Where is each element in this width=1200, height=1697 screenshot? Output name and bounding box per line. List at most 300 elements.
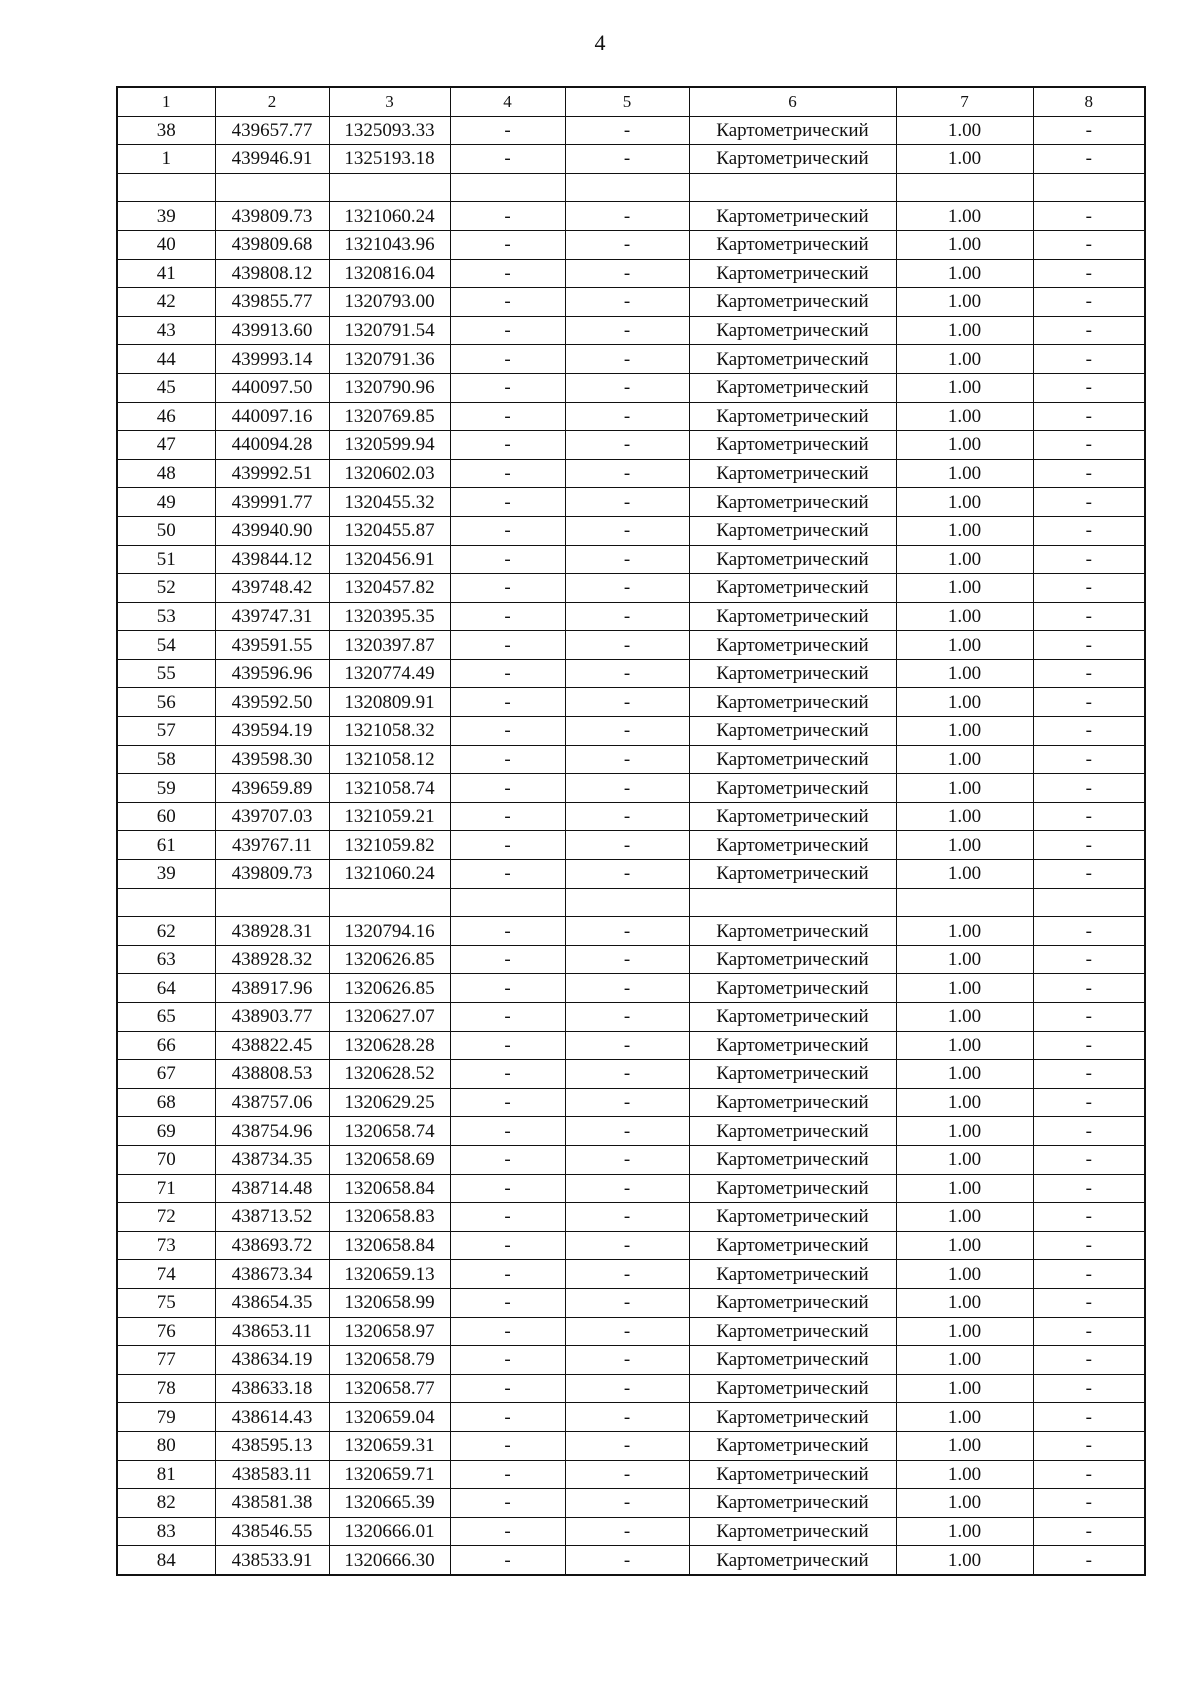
table-cell-col5: - bbox=[565, 488, 689, 517]
table-cell-col8: - bbox=[1033, 688, 1145, 717]
table-cell-col7: 1.00 bbox=[896, 1231, 1033, 1260]
table-cell-col3: 1320658.74 bbox=[329, 1117, 450, 1146]
table-cell-col7: 1.00 bbox=[896, 602, 1033, 631]
table-cell-col3: 1320658.79 bbox=[329, 1346, 450, 1375]
table-cell-col6: Картометрический bbox=[689, 316, 896, 345]
table-cell-col3: 1320659.13 bbox=[329, 1260, 450, 1289]
table-row bbox=[117, 1346, 1145, 1375]
table-row bbox=[117, 1317, 1145, 1346]
table-cell-col8: - bbox=[1033, 259, 1145, 288]
table-cell-col5: - bbox=[565, 431, 689, 460]
table-cell-col5: - bbox=[565, 1489, 689, 1518]
table-row bbox=[117, 316, 1145, 345]
table-cell-col5: - bbox=[565, 774, 689, 803]
table-row bbox=[117, 459, 1145, 488]
table-cell-col1: 42 bbox=[117, 288, 215, 317]
table-cell-col6: Картометрический bbox=[689, 202, 896, 231]
table-cell-col2: 438808.53 bbox=[215, 1060, 329, 1089]
column-header-2: 2 bbox=[215, 87, 329, 116]
table-cell-col3: 1320658.97 bbox=[329, 1317, 450, 1346]
table-row bbox=[117, 1403, 1145, 1432]
table-cell-col2: 438734.35 bbox=[215, 1145, 329, 1174]
table-cell-col5: - bbox=[565, 116, 689, 145]
table-cell-col7: 1.00 bbox=[896, 288, 1033, 317]
table-cell-col5: - bbox=[565, 802, 689, 831]
table-cell-col2: 439591.55 bbox=[215, 631, 329, 660]
table-cell-col8: - bbox=[1033, 202, 1145, 231]
table-row bbox=[117, 1288, 1145, 1317]
table-cell-col3: 1320628.52 bbox=[329, 1060, 450, 1089]
table-cell-col5: - bbox=[565, 574, 689, 603]
table-cell-col4 bbox=[450, 888, 565, 917]
table-row bbox=[117, 1231, 1145, 1260]
table-cell-col1: 84 bbox=[117, 1546, 215, 1575]
table-row bbox=[117, 1431, 1145, 1460]
table-cell-col3: 1320791.54 bbox=[329, 316, 450, 345]
table-cell-col6: Картометрический bbox=[689, 1203, 896, 1232]
table-cell-col8: - bbox=[1033, 1489, 1145, 1518]
table-cell-col6: Картометрический bbox=[689, 1031, 896, 1060]
table-cell-col8: - bbox=[1033, 459, 1145, 488]
table-cell-col8: - bbox=[1033, 945, 1145, 974]
table-cell-col2: 438546.55 bbox=[215, 1517, 329, 1546]
table-cell-col7: 1.00 bbox=[896, 516, 1033, 545]
table-cell-col2: 438928.31 bbox=[215, 917, 329, 946]
table-cell-col1: 56 bbox=[117, 688, 215, 717]
table-row bbox=[117, 1460, 1145, 1489]
table-cell-col4: - bbox=[450, 373, 565, 402]
table-cell-col8: - bbox=[1033, 574, 1145, 603]
table-cell-col1: 71 bbox=[117, 1174, 215, 1203]
table-cell-col3: 1321059.82 bbox=[329, 831, 450, 860]
table-cell-col7: 1.00 bbox=[896, 974, 1033, 1003]
table-row bbox=[117, 259, 1145, 288]
table-cell-col1: 40 bbox=[117, 230, 215, 259]
table-cell-col6: Картометрический bbox=[689, 230, 896, 259]
table-cell-col5 bbox=[565, 888, 689, 917]
table-cell-col8: - bbox=[1033, 917, 1145, 946]
table-cell-col8: - bbox=[1033, 745, 1145, 774]
table-cell-col8: - bbox=[1033, 516, 1145, 545]
table-cell-col3: 1325193.18 bbox=[329, 145, 450, 174]
table-row bbox=[117, 516, 1145, 545]
table-cell-col6: Картометрический bbox=[689, 459, 896, 488]
table-cell-col3: 1321060.24 bbox=[329, 860, 450, 889]
table-row bbox=[117, 945, 1145, 974]
column-header-6: 6 bbox=[689, 87, 896, 116]
table-cell-col1: 39 bbox=[117, 202, 215, 231]
table-row bbox=[117, 1517, 1145, 1546]
table-cell-col3: 1320793.00 bbox=[329, 288, 450, 317]
table-cell-col3: 1320629.25 bbox=[329, 1088, 450, 1117]
table-cell-col5: - bbox=[565, 516, 689, 545]
table-cell-col1: 67 bbox=[117, 1060, 215, 1089]
table-cell-col3: 1320774.49 bbox=[329, 659, 450, 688]
table-cell-col5: - bbox=[565, 1374, 689, 1403]
table-cell-col5: - bbox=[565, 1288, 689, 1317]
table-cell-col3: 1320790.96 bbox=[329, 373, 450, 402]
table-cell-col3: 1320626.85 bbox=[329, 974, 450, 1003]
table-cell-col3: 1320659.31 bbox=[329, 1431, 450, 1460]
table-cell-col6: Картометрический bbox=[689, 802, 896, 831]
table-cell-col4: - bbox=[450, 659, 565, 688]
table-cell-col6: Картометрический bbox=[689, 688, 896, 717]
table-cell-col7: 1.00 bbox=[896, 659, 1033, 688]
table-cell-col4: - bbox=[450, 1117, 565, 1146]
page-number: 4 bbox=[594, 30, 606, 55]
table-row bbox=[117, 1203, 1145, 1232]
table-cell-col4: - bbox=[450, 688, 565, 717]
table-cell-col5: - bbox=[565, 316, 689, 345]
table-cell-col4: - bbox=[450, 431, 565, 460]
table-cell-col2 bbox=[215, 173, 329, 202]
table-cell-col7: 1.00 bbox=[896, 774, 1033, 803]
table-cell-col1: 43 bbox=[117, 316, 215, 345]
table-cell-col3: 1320658.84 bbox=[329, 1231, 450, 1260]
table-cell-col8: - bbox=[1033, 1088, 1145, 1117]
table-cell-col5: - bbox=[565, 459, 689, 488]
table-cell-col7: 1.00 bbox=[896, 1145, 1033, 1174]
table-cell-col4: - bbox=[450, 1403, 565, 1432]
table-cell-col3: 1320659.71 bbox=[329, 1460, 450, 1489]
table-cell-col8: - bbox=[1033, 860, 1145, 889]
table-cell-col2: 439707.03 bbox=[215, 802, 329, 831]
table-row bbox=[117, 1174, 1145, 1203]
table-cell-col5: - bbox=[565, 1003, 689, 1032]
table-cell-col4: - bbox=[450, 345, 565, 374]
table-cell-col5: - bbox=[565, 1174, 689, 1203]
table-cell-col5: - bbox=[565, 1260, 689, 1289]
table-row bbox=[117, 1145, 1145, 1174]
table-cell-col3: 1320659.04 bbox=[329, 1403, 450, 1432]
table-cell-col8: - bbox=[1033, 1231, 1145, 1260]
table-cell-col5: - bbox=[565, 1317, 689, 1346]
table-cell-col7: 1.00 bbox=[896, 574, 1033, 603]
table-row bbox=[117, 602, 1145, 631]
coordinates-table bbox=[116, 86, 1146, 1576]
table-row bbox=[117, 917, 1145, 946]
table-cell-col2: 438928.32 bbox=[215, 945, 329, 974]
table-cell-col8: - bbox=[1033, 488, 1145, 517]
table-cell-col1: 52 bbox=[117, 574, 215, 603]
table-cell-col2: 439993.14 bbox=[215, 345, 329, 374]
column-header-5: 5 bbox=[565, 87, 689, 116]
table-cell-col2: 438583.11 bbox=[215, 1460, 329, 1489]
table-row bbox=[117, 688, 1145, 717]
table-cell-col1: 51 bbox=[117, 545, 215, 574]
table-row bbox=[117, 230, 1145, 259]
table-cell-col4: - bbox=[450, 1174, 565, 1203]
table-cell-col1: 80 bbox=[117, 1431, 215, 1460]
table-cell-col1: 39 bbox=[117, 860, 215, 889]
column-header-7: 7 bbox=[896, 87, 1033, 116]
table-cell-col8: - bbox=[1033, 288, 1145, 317]
table-cell-col8: - bbox=[1033, 1460, 1145, 1489]
table-cell-col4: - bbox=[450, 602, 565, 631]
table-cell-col3 bbox=[329, 888, 450, 917]
table-cell-col5: - bbox=[565, 860, 689, 889]
table-cell-col8: - bbox=[1033, 1517, 1145, 1546]
table-row bbox=[117, 1031, 1145, 1060]
table-cell-col1: 45 bbox=[117, 373, 215, 402]
table-row bbox=[117, 1546, 1145, 1575]
table-cell-col1: 72 bbox=[117, 1203, 215, 1232]
table-row bbox=[117, 860, 1145, 889]
table-cell-col2: 438634.19 bbox=[215, 1346, 329, 1375]
table-cell-col7: 1.00 bbox=[896, 1346, 1033, 1375]
table-cell-col4: - bbox=[450, 230, 565, 259]
table-cell-col6: Картометрический bbox=[689, 717, 896, 746]
table-cell-col2: 439809.73 bbox=[215, 202, 329, 231]
table-cell-col1: 76 bbox=[117, 1317, 215, 1346]
table-cell-col1: 83 bbox=[117, 1517, 215, 1546]
table-cell-col6: Картометрический bbox=[689, 774, 896, 803]
table-cell-col2: 439596.96 bbox=[215, 659, 329, 688]
table-cell-col7: 1.00 bbox=[896, 545, 1033, 574]
table-row bbox=[117, 1260, 1145, 1289]
table-cell-col4: - bbox=[450, 488, 565, 517]
table-cell-col3: 1321058.74 bbox=[329, 774, 450, 803]
table-cell-col8: - bbox=[1033, 1546, 1145, 1575]
table-cell-col4: - bbox=[450, 1203, 565, 1232]
table-cell-col8: - bbox=[1033, 1260, 1145, 1289]
table-cell-col7: 1.00 bbox=[896, 431, 1033, 460]
table-cell-col7: 1.00 bbox=[896, 1403, 1033, 1432]
table-cell-col5: - bbox=[565, 145, 689, 174]
table-cell-col1: 75 bbox=[117, 1288, 215, 1317]
table-cell-col4: - bbox=[450, 116, 565, 145]
table-cell-col2: 438713.52 bbox=[215, 1203, 329, 1232]
table-cell-col6: Картометрический bbox=[689, 1374, 896, 1403]
table-cell-col6: Картометрический bbox=[689, 1174, 896, 1203]
table-cell-col6: Картометрический bbox=[689, 1460, 896, 1489]
table-cell-col1: 38 bbox=[117, 116, 215, 145]
table-cell-col8: - bbox=[1033, 717, 1145, 746]
table-cell-col2: 439767.11 bbox=[215, 831, 329, 860]
table-cell-col7: 1.00 bbox=[896, 316, 1033, 345]
table-cell-col5: - bbox=[565, 1431, 689, 1460]
table-cell-col1: 55 bbox=[117, 659, 215, 688]
table-row bbox=[117, 373, 1145, 402]
table-cell-col4: - bbox=[450, 1145, 565, 1174]
table-cell-col7: 1.00 bbox=[896, 1003, 1033, 1032]
table-cell-col5: - bbox=[565, 402, 689, 431]
table-cell-col4: - bbox=[450, 259, 565, 288]
table-cell-col2: 439844.12 bbox=[215, 545, 329, 574]
table-cell-col3: 1325093.33 bbox=[329, 116, 450, 145]
table-cell-col1: 47 bbox=[117, 431, 215, 460]
table-cell-col4: - bbox=[450, 860, 565, 889]
table-cell-col4: - bbox=[450, 145, 565, 174]
table-cell-col5 bbox=[565, 173, 689, 202]
table-row bbox=[117, 145, 1145, 174]
table-cell-col3: 1320628.28 bbox=[329, 1031, 450, 1060]
table-cell-col7: 1.00 bbox=[896, 145, 1033, 174]
table-cell-col4: - bbox=[450, 1431, 565, 1460]
table-cell-col7: 1.00 bbox=[896, 459, 1033, 488]
table-cell-col8: - bbox=[1033, 431, 1145, 460]
table-cell-col7 bbox=[896, 888, 1033, 917]
table-cell-col1: 66 bbox=[117, 1031, 215, 1060]
table-cell-col6: Картометрический bbox=[689, 1517, 896, 1546]
table-cell-col3: 1320456.91 bbox=[329, 545, 450, 574]
table-cell-col8: - bbox=[1033, 774, 1145, 803]
table-cell-col2: 438595.13 bbox=[215, 1431, 329, 1460]
table-cell-col2: 438633.18 bbox=[215, 1374, 329, 1403]
table-cell-col7: 1.00 bbox=[896, 402, 1033, 431]
table-row bbox=[117, 745, 1145, 774]
table-cell-col4: - bbox=[450, 1517, 565, 1546]
table-row bbox=[117, 717, 1145, 746]
table-cell-col1: 53 bbox=[117, 602, 215, 631]
table-cell-col4: - bbox=[450, 1546, 565, 1575]
table-cell-col6: Картометрический bbox=[689, 1431, 896, 1460]
table-cell-col7: 1.00 bbox=[896, 1374, 1033, 1403]
table-cell-col2: 438754.96 bbox=[215, 1117, 329, 1146]
table-cell-col5: - bbox=[565, 1517, 689, 1546]
table-cell-col6: Картометрический bbox=[689, 1546, 896, 1575]
table-cell-col5: - bbox=[565, 1203, 689, 1232]
table-cell-col8: - bbox=[1033, 1203, 1145, 1232]
table-cell-col1: 60 bbox=[117, 802, 215, 831]
table-cell-col2: 439657.77 bbox=[215, 116, 329, 145]
table-cell-col8: - bbox=[1033, 631, 1145, 660]
table-cell-col3: 1321043.96 bbox=[329, 230, 450, 259]
table-cell-col5: - bbox=[565, 545, 689, 574]
table-row bbox=[117, 1489, 1145, 1518]
table-cell-col2: 439809.73 bbox=[215, 860, 329, 889]
table-row bbox=[117, 974, 1145, 1003]
table-cell-col8: - bbox=[1033, 1117, 1145, 1146]
table-cell-col7: 1.00 bbox=[896, 230, 1033, 259]
table-cell-col7: 1.00 bbox=[896, 945, 1033, 974]
table-cell-col8: - bbox=[1033, 659, 1145, 688]
table-cell-col4: - bbox=[450, 1460, 565, 1489]
table-cell-col6: Картометрический bbox=[689, 860, 896, 889]
table-cell-col5: - bbox=[565, 631, 689, 660]
table-cell-col4: - bbox=[450, 974, 565, 1003]
table-cell-col8 bbox=[1033, 888, 1145, 917]
table-cell-col6: Картометрический bbox=[689, 1117, 896, 1146]
table-cell-col2: 439592.50 bbox=[215, 688, 329, 717]
table-cell-col5: - bbox=[565, 1460, 689, 1489]
table-cell-col3: 1321058.32 bbox=[329, 717, 450, 746]
table-cell-col6: Картометрический bbox=[689, 659, 896, 688]
table-cell-col2: 438614.43 bbox=[215, 1403, 329, 1432]
table-cell-col7: 1.00 bbox=[896, 1088, 1033, 1117]
table-cell-col3: 1321059.21 bbox=[329, 802, 450, 831]
table-cell-col3: 1320599.94 bbox=[329, 431, 450, 460]
table-cell-col2: 439594.19 bbox=[215, 717, 329, 746]
table-cell-col7: 1.00 bbox=[896, 631, 1033, 660]
table-cell-col5: - bbox=[565, 1546, 689, 1575]
table-cell-col3: 1320809.91 bbox=[329, 688, 450, 717]
table-cell-col6: Картометрический bbox=[689, 1003, 896, 1032]
table-row bbox=[117, 488, 1145, 517]
table-cell-col6: Картометрический bbox=[689, 1403, 896, 1432]
table-cell-col1: 41 bbox=[117, 259, 215, 288]
table-cell-col5: - bbox=[565, 259, 689, 288]
table-body bbox=[117, 116, 1145, 1575]
table-cell-col1: 64 bbox=[117, 974, 215, 1003]
table-cell-col7: 1.00 bbox=[896, 1203, 1033, 1232]
table-cell-col4: - bbox=[450, 1374, 565, 1403]
table-cell-col3: 1320397.87 bbox=[329, 631, 450, 660]
table-cell-col5: - bbox=[565, 1145, 689, 1174]
table-cell-col7: 1.00 bbox=[896, 1317, 1033, 1346]
table-cell-col6: Картометрический bbox=[689, 1231, 896, 1260]
table-cell-col7: 1.00 bbox=[896, 1117, 1033, 1146]
table-cell-col8: - bbox=[1033, 230, 1145, 259]
table-cell-col4: - bbox=[450, 1088, 565, 1117]
table-row bbox=[117, 1088, 1145, 1117]
table-cell-col7: 1.00 bbox=[896, 1060, 1033, 1089]
table-cell-col6: Картометрический bbox=[689, 345, 896, 374]
table-cell-col2: 438581.38 bbox=[215, 1489, 329, 1518]
table-cell-col8: - bbox=[1033, 1060, 1145, 1089]
table-cell-col4: - bbox=[450, 631, 565, 660]
table-cell-col2: 438533.91 bbox=[215, 1546, 329, 1575]
table-cell-col7: 1.00 bbox=[896, 860, 1033, 889]
table-cell-col7: 1.00 bbox=[896, 1288, 1033, 1317]
table-cell-col1: 57 bbox=[117, 717, 215, 746]
table-cell-col1: 77 bbox=[117, 1346, 215, 1375]
table-cell-col4: - bbox=[450, 831, 565, 860]
table-cell-col1: 68 bbox=[117, 1088, 215, 1117]
table-cell-col6: Картометрический bbox=[689, 1260, 896, 1289]
table-cell-col4: - bbox=[450, 917, 565, 946]
table-cell-col7: 1.00 bbox=[896, 802, 1033, 831]
table-cell-col6: Картометрический bbox=[689, 431, 896, 460]
table-cell-col5: - bbox=[565, 1060, 689, 1089]
table-cell-col1: 82 bbox=[117, 1489, 215, 1518]
table-cell-col5: - bbox=[565, 230, 689, 259]
table-cell-col7: 1.00 bbox=[896, 688, 1033, 717]
table-cell-col1: 44 bbox=[117, 345, 215, 374]
table-cell-col6 bbox=[689, 173, 896, 202]
table-cell-col3: 1320816.04 bbox=[329, 259, 450, 288]
table-cell-col6: Картометрический bbox=[689, 545, 896, 574]
table-cell-col7: 1.00 bbox=[896, 831, 1033, 860]
table-row bbox=[117, 116, 1145, 145]
table-cell-col1: 46 bbox=[117, 402, 215, 431]
table-cell-col8: - bbox=[1033, 1374, 1145, 1403]
table-cell-col5: - bbox=[565, 373, 689, 402]
table-cell-col5: - bbox=[565, 917, 689, 946]
table-row bbox=[117, 574, 1145, 603]
table-cell-col8: - bbox=[1033, 1403, 1145, 1432]
table-cell-col4: - bbox=[450, 802, 565, 831]
table-cell-col3: 1320658.83 bbox=[329, 1203, 450, 1232]
table-cell-col2: 439808.12 bbox=[215, 259, 329, 288]
table-row bbox=[117, 1374, 1145, 1403]
table-cell-col4: - bbox=[450, 1231, 565, 1260]
table-cell-col1: 61 bbox=[117, 831, 215, 860]
table-cell-col2: 438673.34 bbox=[215, 1260, 329, 1289]
table-cell-col7: 1.00 bbox=[896, 1260, 1033, 1289]
table-cell-col6: Картометрический bbox=[689, 974, 896, 1003]
table-cell-col2: 438903.77 bbox=[215, 1003, 329, 1032]
table-cell-col7: 1.00 bbox=[896, 488, 1033, 517]
table-cell-col2: 438757.06 bbox=[215, 1088, 329, 1117]
table-cell-col7: 1.00 bbox=[896, 1174, 1033, 1203]
table-row bbox=[117, 288, 1145, 317]
table-cell-col2: 439659.89 bbox=[215, 774, 329, 803]
table-cell-col8: - bbox=[1033, 1346, 1145, 1375]
table-cell-col4: - bbox=[450, 574, 565, 603]
table-cell-col7: 1.00 bbox=[896, 1031, 1033, 1060]
table-cell-col6: Картометрический bbox=[689, 288, 896, 317]
